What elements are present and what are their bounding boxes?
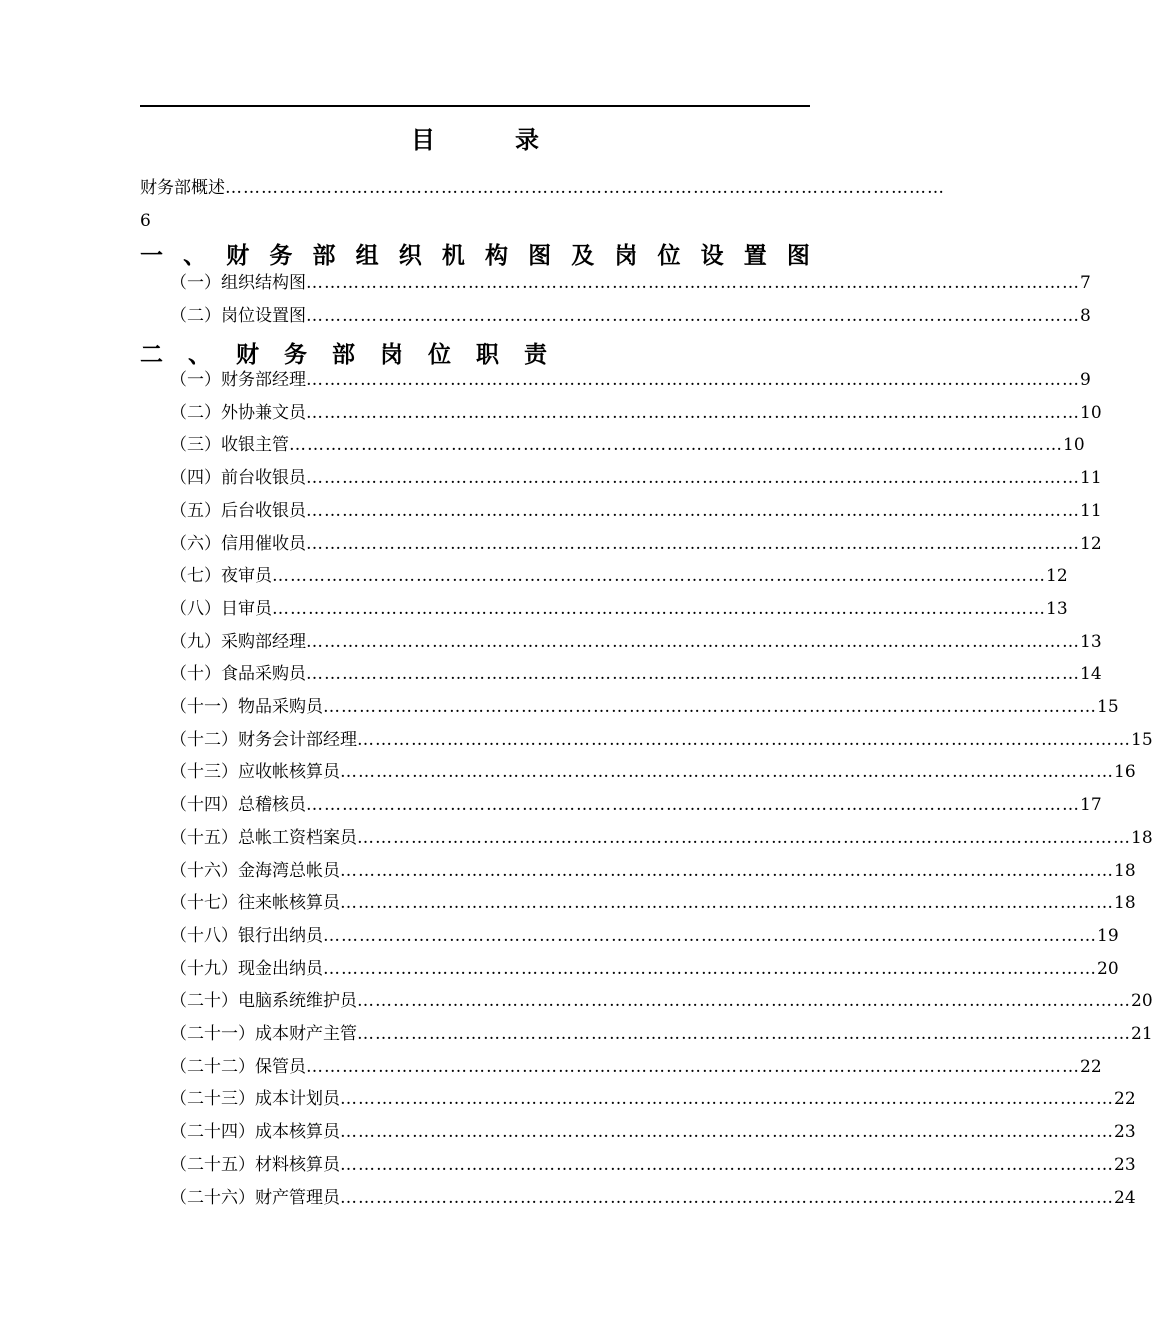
- toc-leader-dots: …………………………………………………………………………………………………………………: [306, 402, 1080, 423]
- toc-entry-label: （一）财务部经理: [170, 370, 306, 390]
- toc-entry[interactable]: [170, 528, 1102, 560]
- toc-overview-entry[interactable]: [140, 172, 945, 238]
- toc-entry-label: （二）岗位设置图: [170, 306, 306, 326]
- toc-entry-label: （十七）往来帐核算员: [170, 893, 340, 914]
- toc-entry-label: （二十三）成本计划员: [170, 1089, 340, 1110]
- toc-leader-dots: …………………………………………………………………………………………………………………: [323, 958, 1097, 979]
- toc-entry-label: （十）食品采购员: [170, 664, 306, 685]
- section-heading-char: 图: [786, 242, 810, 269]
- section-heading-char: 职: [476, 341, 499, 368]
- toc-section-heading-1[interactable]: [140, 237, 810, 270]
- section-heading-char: 岗: [614, 242, 638, 269]
- toc-entry-label: （十八）银行出纳员: [170, 925, 323, 946]
- toc-entry-label: （五）后台收银员: [170, 500, 306, 521]
- toc-entry[interactable]: [170, 495, 1102, 527]
- toc-entry-label: （十六）金海湾总帐员: [170, 860, 340, 881]
- toc-entry-page: 23: [1114, 1154, 1136, 1175]
- toc-entry-page: 23: [1114, 1122, 1136, 1143]
- toc-entry-page: 22: [1114, 1089, 1136, 1110]
- toc-entry-page: 13: [1046, 598, 1068, 619]
- toc-entry-page: 11: [1080, 468, 1102, 489]
- toc-entry-label: （九）采购部经理: [170, 631, 306, 652]
- section-heading-char: 织: [398, 242, 422, 269]
- section-heading-char: 位: [657, 242, 681, 269]
- toc-entry[interactable]: [170, 1051, 1102, 1083]
- toc-entry[interactable]: [170, 593, 1068, 625]
- section-heading-char: 财: [226, 242, 250, 269]
- toc-entry[interactable]: [170, 1083, 1136, 1115]
- toc-entry-page: 14: [1080, 664, 1102, 685]
- toc-leader-dots: …………………………………………………………………………………………………………………: [306, 1056, 1080, 1077]
- toc-leader-dots: …………………………………………………………………………………………………………………: [306, 664, 1080, 685]
- section-heading-char: 图: [528, 242, 552, 269]
- toc-entry[interactable]: [170, 397, 1102, 429]
- toc-entry-label: （七）夜审员: [170, 566, 272, 587]
- toc-leader-dots: …………………………………………………………………………………………………………………: [340, 1154, 1114, 1175]
- toc-entry-label: （二）外协兼文员: [170, 402, 306, 423]
- toc-entry[interactable]: [170, 855, 1136, 887]
- toc-entry-label: （四）前台收银员: [170, 468, 306, 489]
- toc-entry[interactable]: [170, 887, 1136, 919]
- toc-entry-page: 12: [1080, 533, 1102, 554]
- toc-entry-label: （十二）财务会计部经理: [170, 729, 357, 750]
- toc-entry[interactable]: [170, 1116, 1136, 1148]
- toc-entry[interactable]: [170, 691, 1119, 723]
- toc-leader-dots: …………………………………………………………………………………………………………………: [340, 860, 1114, 881]
- toc-entry-page: 18: [1131, 827, 1153, 848]
- toc-entry[interactable]: [170, 429, 1085, 461]
- section-heading-char: 岗: [380, 341, 403, 368]
- toc-entry[interactable]: [170, 364, 1091, 396]
- toc-leader-dots: …………………………………………………………………………………………………………………: [340, 1089, 1114, 1110]
- toc-leader-dots: …………………………………………………………………………………………………………………: [323, 697, 1097, 717]
- toc-entry-label: （十三）应收帐核算员: [170, 762, 340, 783]
- toc-entry-page: 15: [1131, 729, 1153, 750]
- section-heading-char: 设: [700, 242, 724, 269]
- toc-entry[interactable]: [170, 267, 1091, 299]
- toc-entry[interactable]: [170, 1182, 1136, 1214]
- toc-leader-dots: …………………………………………………………………………………………………………………: [272, 598, 1046, 619]
- toc-entry-page: 6: [140, 211, 151, 231]
- section-heading-char: 组: [355, 242, 379, 269]
- toc-leader-dots: …………………………………………………………………………………………………………………: [272, 566, 1046, 587]
- toc-entry-page: 17: [1080, 795, 1102, 816]
- toc-entry-page: 11: [1080, 500, 1102, 521]
- section-heading-char: 务: [284, 341, 307, 368]
- toc-entry[interactable]: [170, 626, 1102, 658]
- section-heading-char: 部: [332, 341, 355, 368]
- toc-leader-dots: …………………………………………………………………………………………………………………: [340, 893, 1114, 914]
- toc-entry-label: （二十四）成本核算员: [170, 1122, 340, 1143]
- toc-entry-page: 19: [1097, 925, 1119, 946]
- toc-entry[interactable]: [170, 920, 1119, 952]
- toc-entry-label: （六）信用催收员: [170, 533, 306, 554]
- toc-entry-page: 8: [1080, 306, 1091, 326]
- toc-entry-page: 22: [1080, 1056, 1102, 1077]
- toc-entry-label: （八）日审员: [170, 598, 272, 619]
- toc-leader-dots: …………………………………………………………………………………………………………………: [323, 925, 1097, 946]
- toc-leader-dots: …………………………………………………………………………………………………………………: [289, 435, 1063, 456]
- toc-entry-label: （二十五）材料核算员: [170, 1154, 340, 1175]
- toc-leader-dots: …………………………………………………………………………………………………………………: [306, 795, 1080, 816]
- toc-title-char: 目: [411, 125, 435, 154]
- section-heading-char: 及: [571, 242, 595, 269]
- toc-entry-page: 9: [1080, 370, 1091, 390]
- toc-leader-dots: …………………………………………………………………………………………………………: [225, 178, 945, 198]
- toc-leader-dots: …………………………………………………………………………………………………………………: [306, 631, 1080, 652]
- toc-entry[interactable]: [170, 724, 1153, 756]
- section-heading-char: 、: [183, 242, 207, 269]
- toc-entry-label: （二十一）成本财产主管: [170, 1024, 357, 1044]
- toc-leader-dots: …………………………………………………………………………………………………………………: [306, 306, 1080, 326]
- toc-entry[interactable]: [170, 953, 1119, 985]
- toc-leader-dots: …………………………………………………………………………………………………………………: [306, 533, 1080, 554]
- toc-leader-dots: …………………………………………………………………………………………………………………: [357, 991, 1131, 1012]
- toc-entry[interactable]: [170, 560, 1068, 592]
- toc-leader-dots: …………………………………………………………………………………………………………………: [357, 827, 1131, 848]
- toc-leader-dots: …………………………………………………………………………………………………………………: [306, 500, 1080, 521]
- toc-entry-page: 21: [1131, 1024, 1153, 1044]
- toc-leader-dots: …………………………………………………………………………………………………………………: [306, 468, 1080, 489]
- section-heading-char: 位: [428, 341, 451, 368]
- toc-entry-label: （十九）现金出纳员: [170, 958, 323, 979]
- toc-leader-dots: …………………………………………………………………………………………………………………: [340, 762, 1114, 783]
- toc-entry[interactable]: [170, 789, 1102, 821]
- toc-entry[interactable]: [170, 462, 1102, 494]
- toc-leader-dots: …………………………………………………………………………………………………………………: [357, 1024, 1131, 1044]
- toc-entry-page: 24: [1114, 1187, 1136, 1208]
- section-heading-char: 一: [140, 242, 163, 269]
- toc-entry-label: （二十）电脑系统维护员: [170, 991, 357, 1012]
- toc-entry-page: 18: [1114, 860, 1136, 881]
- toc-entry-label: （十五）总帐工资档案员: [170, 827, 357, 848]
- toc-entry-page: 10: [1080, 402, 1102, 423]
- toc-entry-label: 财务部概述: [140, 178, 225, 198]
- section-heading-char: 机: [441, 242, 465, 269]
- toc-leader-dots: …………………………………………………………………………………………………………………: [357, 729, 1131, 750]
- section-heading-char: 构: [485, 242, 508, 269]
- section-heading-char: 二: [140, 341, 163, 368]
- section-heading-char: 、: [188, 341, 211, 368]
- toc-entry-page: 15: [1097, 697, 1119, 717]
- header-rule: [140, 105, 810, 107]
- toc-entry[interactable]: [170, 300, 1091, 332]
- toc-entry-label: （二十二）保管员: [170, 1056, 306, 1077]
- toc-title: [140, 120, 810, 155]
- toc-leader-dots: …………………………………………………………………………………………………………………: [340, 1122, 1114, 1143]
- toc-entry-page: 10: [1063, 435, 1085, 456]
- toc-entry-label: （一）组织结构图: [170, 273, 306, 293]
- toc-entry-page: 20: [1131, 991, 1153, 1012]
- toc-entry-label: （十四）总稽核员: [170, 795, 306, 816]
- toc-entry-page: 18: [1114, 893, 1136, 914]
- toc-entry[interactable]: [170, 985, 1153, 1017]
- toc-leader-dots: …………………………………………………………………………………………………………………: [306, 273, 1080, 293]
- toc-entry-page: 7: [1080, 273, 1091, 293]
- toc-entry-label: （三）收银主管: [170, 435, 289, 456]
- section-heading-char: 置: [743, 242, 767, 269]
- toc-entry[interactable]: [170, 1149, 1136, 1181]
- toc-entry[interactable]: [170, 658, 1102, 690]
- toc-title-char: 录: [515, 125, 539, 154]
- toc-entry-label: （二十六）财产管理员: [170, 1187, 340, 1208]
- toc-entry[interactable]: [170, 756, 1136, 788]
- toc-entry[interactable]: [170, 822, 1153, 854]
- section-heading-char: 财: [236, 341, 259, 368]
- toc-entry[interactable]: [170, 1018, 1153, 1050]
- toc-entry-page: 16: [1114, 762, 1136, 783]
- toc-entry-page: 20: [1097, 958, 1119, 979]
- toc-entry-label: （十一）物品采购员: [170, 697, 323, 717]
- section-heading-char: 责: [524, 341, 547, 368]
- section-heading-char: 部: [312, 242, 336, 269]
- toc-leader-dots: …………………………………………………………………………………………………………………: [340, 1187, 1114, 1208]
- toc-entry-page: 13: [1080, 631, 1102, 652]
- toc-entry-page: 12: [1046, 566, 1068, 587]
- toc-leader-dots: …………………………………………………………………………………………………………………: [306, 370, 1080, 390]
- section-heading-char: 务: [269, 242, 293, 269]
